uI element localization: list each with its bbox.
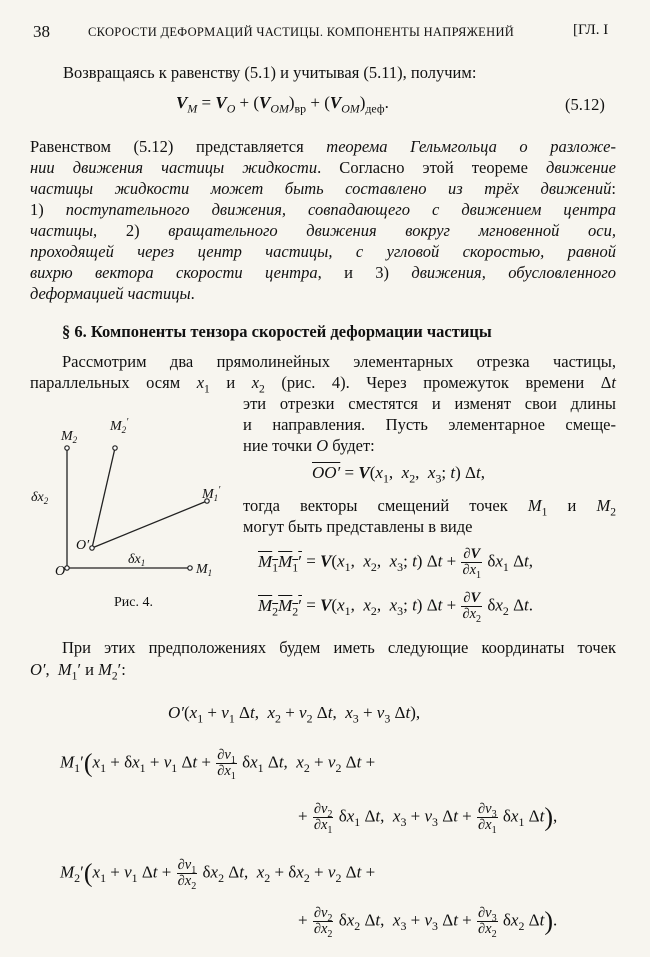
body-line-7: могут быть представлены в виде (243, 517, 473, 536)
point-o-prime (90, 546, 94, 550)
label-dx1: $\delta x_1$ (128, 552, 146, 568)
helmholtz-line-3: частицы жидкости может быть составлено из трёх движений: (30, 179, 616, 198)
body-line-4: и направления. Пусть элементарное смеще- (243, 415, 616, 434)
point-o (65, 566, 69, 570)
helmholtz-line-6: проходящей через центр частицы, с угловой скоростью, равной (30, 242, 616, 261)
helmholtz-line-1: Равенством (5.12) представляется теорема Гельмгольца о разложе- (30, 137, 616, 156)
equation-oo-prime: $OO' = V(x_1$, $x_2$, $x_3$; t) Δt, (312, 463, 485, 486)
point-m2-prime (113, 446, 117, 450)
label-m1-prime: $M_1'$ (202, 485, 221, 503)
intro-line: Возвращаясь к равенству (5.1) и учитывая (5.11), получим: (63, 63, 477, 82)
body-line-3: эти отрезки сместятся и изменят свои длины (243, 394, 616, 413)
helmholtz-line-4: 1) поступательного движения, совпадающего с движением центра (30, 200, 617, 219)
body-line-5: ние точки O будет: (243, 436, 375, 455)
body-line-8: При этих предположениях будем иметь следующие координаты точек (62, 638, 616, 657)
body-line-9: O′, $M_1'$ и $M_2'$: (30, 660, 126, 683)
point-m1 (188, 566, 192, 570)
equation-m2-prime-coords-1: $M_2'(x_1 + v_1$ Δt + $\frac{\partial v_1}{\partial x_2}$ $\delta x_2$ Δt, $x_2 + \delta x_2 + v_2$ Δt + (60, 857, 376, 893)
section-heading: § 6. Компоненты тензора скоростей деформации частицы (62, 322, 492, 341)
segment-m1-prime (92, 501, 207, 548)
body-line-1: Рассмотрим два прямолинейных элементарных отрезка частицы, (62, 352, 616, 371)
label-m2: $M_2$ (61, 429, 78, 445)
label-o-prime: O′ (76, 538, 90, 553)
equation-o-prime-coords: $O'(x_1 + v_1$ Δt, $x_2 + v_2$ Δt, $x_3 + v_3$ Δt), (168, 703, 421, 726)
helmholtz-line-2: нии движения частицы жидкости. Согласно этой теореме движение (30, 158, 616, 177)
helmholtz-line-5: частицы, 2) вращательного движения вокруг мгновенной оси, (30, 221, 616, 240)
equation-number: (5.12) (565, 95, 605, 114)
helmholtz-line-8: деформацией частицы. (30, 284, 195, 303)
helmholtz-line-7: вихрю вектора скорости центра, и 3) движения, обусловленного (30, 263, 617, 282)
equation-5-12: $V_M = V_O + (V_{OM})_{вр} + (V_{OM})_{деф}$. (176, 93, 389, 116)
label-dx2: $\delta x_2$ (31, 490, 49, 506)
equation-m2-displacement: $M_2M_2' = V(x_1$, $x_2$, $x_3$; t) Δt + $\frac{\partial V}{\partial x_2}$ $\delta x_2$ Δt. (258, 590, 534, 626)
label-m2-prime: $M_2'$ (110, 418, 129, 435)
body-line-2: параллельных осям $x_1$ и $x_2$ (рис. 4). Через промежуток времени Δt (30, 373, 616, 396)
figure-caption: Рис. 4. (114, 595, 153, 610)
equation-m1-displacement: $M_1M_1' = V(x_1$, $x_2$, $x_3$; t) Δt + $\frac{\partial V}{\partial x_1}$ $\delta x_1$ Δt, (258, 546, 534, 582)
equation-m1-prime-coords-1: $M_1'(x_1 + \delta x_1 + v_1$ Δt + $\frac{\partial v_1}{\partial x_1}$ $\delta x_1$ Δt, $x_2 + v_2$ Δt + (60, 747, 376, 783)
label-o: O (55, 564, 66, 579)
label-m1: $M_1$ (196, 562, 213, 578)
point-m2 (65, 446, 69, 450)
page-number: 38 (33, 22, 50, 41)
chapter-label: [ГЛ. I (573, 22, 609, 38)
figure-4 (25, 418, 245, 590)
segment-m2-prime (92, 448, 115, 548)
body-line-6: тогда векторы смещений точек $M_1$ и $M_2$ (243, 496, 616, 519)
running-title: СКОРОСТИ ДЕФОРМАЦИЙ ЧАСТИЦЫ. КОМПОНЕНТЫ НАПРЯЖЕНИЙ (88, 25, 515, 39)
equation-m1-prime-coords-2: + $\frac{\partial v_2}{\partial x_1}$ $\delta x_1$ Δt, $x_3 + v_3$ Δt + $\frac{\partial v_3}{\partial x_1}$ $\delta x_1$ Δt), (298, 801, 558, 837)
equation-m2-prime-coords-2: + $\frac{\partial v_2}{\partial x_2}$ $\delta x_2$ Δt, $x_3 + v_3$ Δt + $\frac{\partial v_3}{\partial x_2}$ $\delta x_2$ Δt). (298, 905, 558, 941)
